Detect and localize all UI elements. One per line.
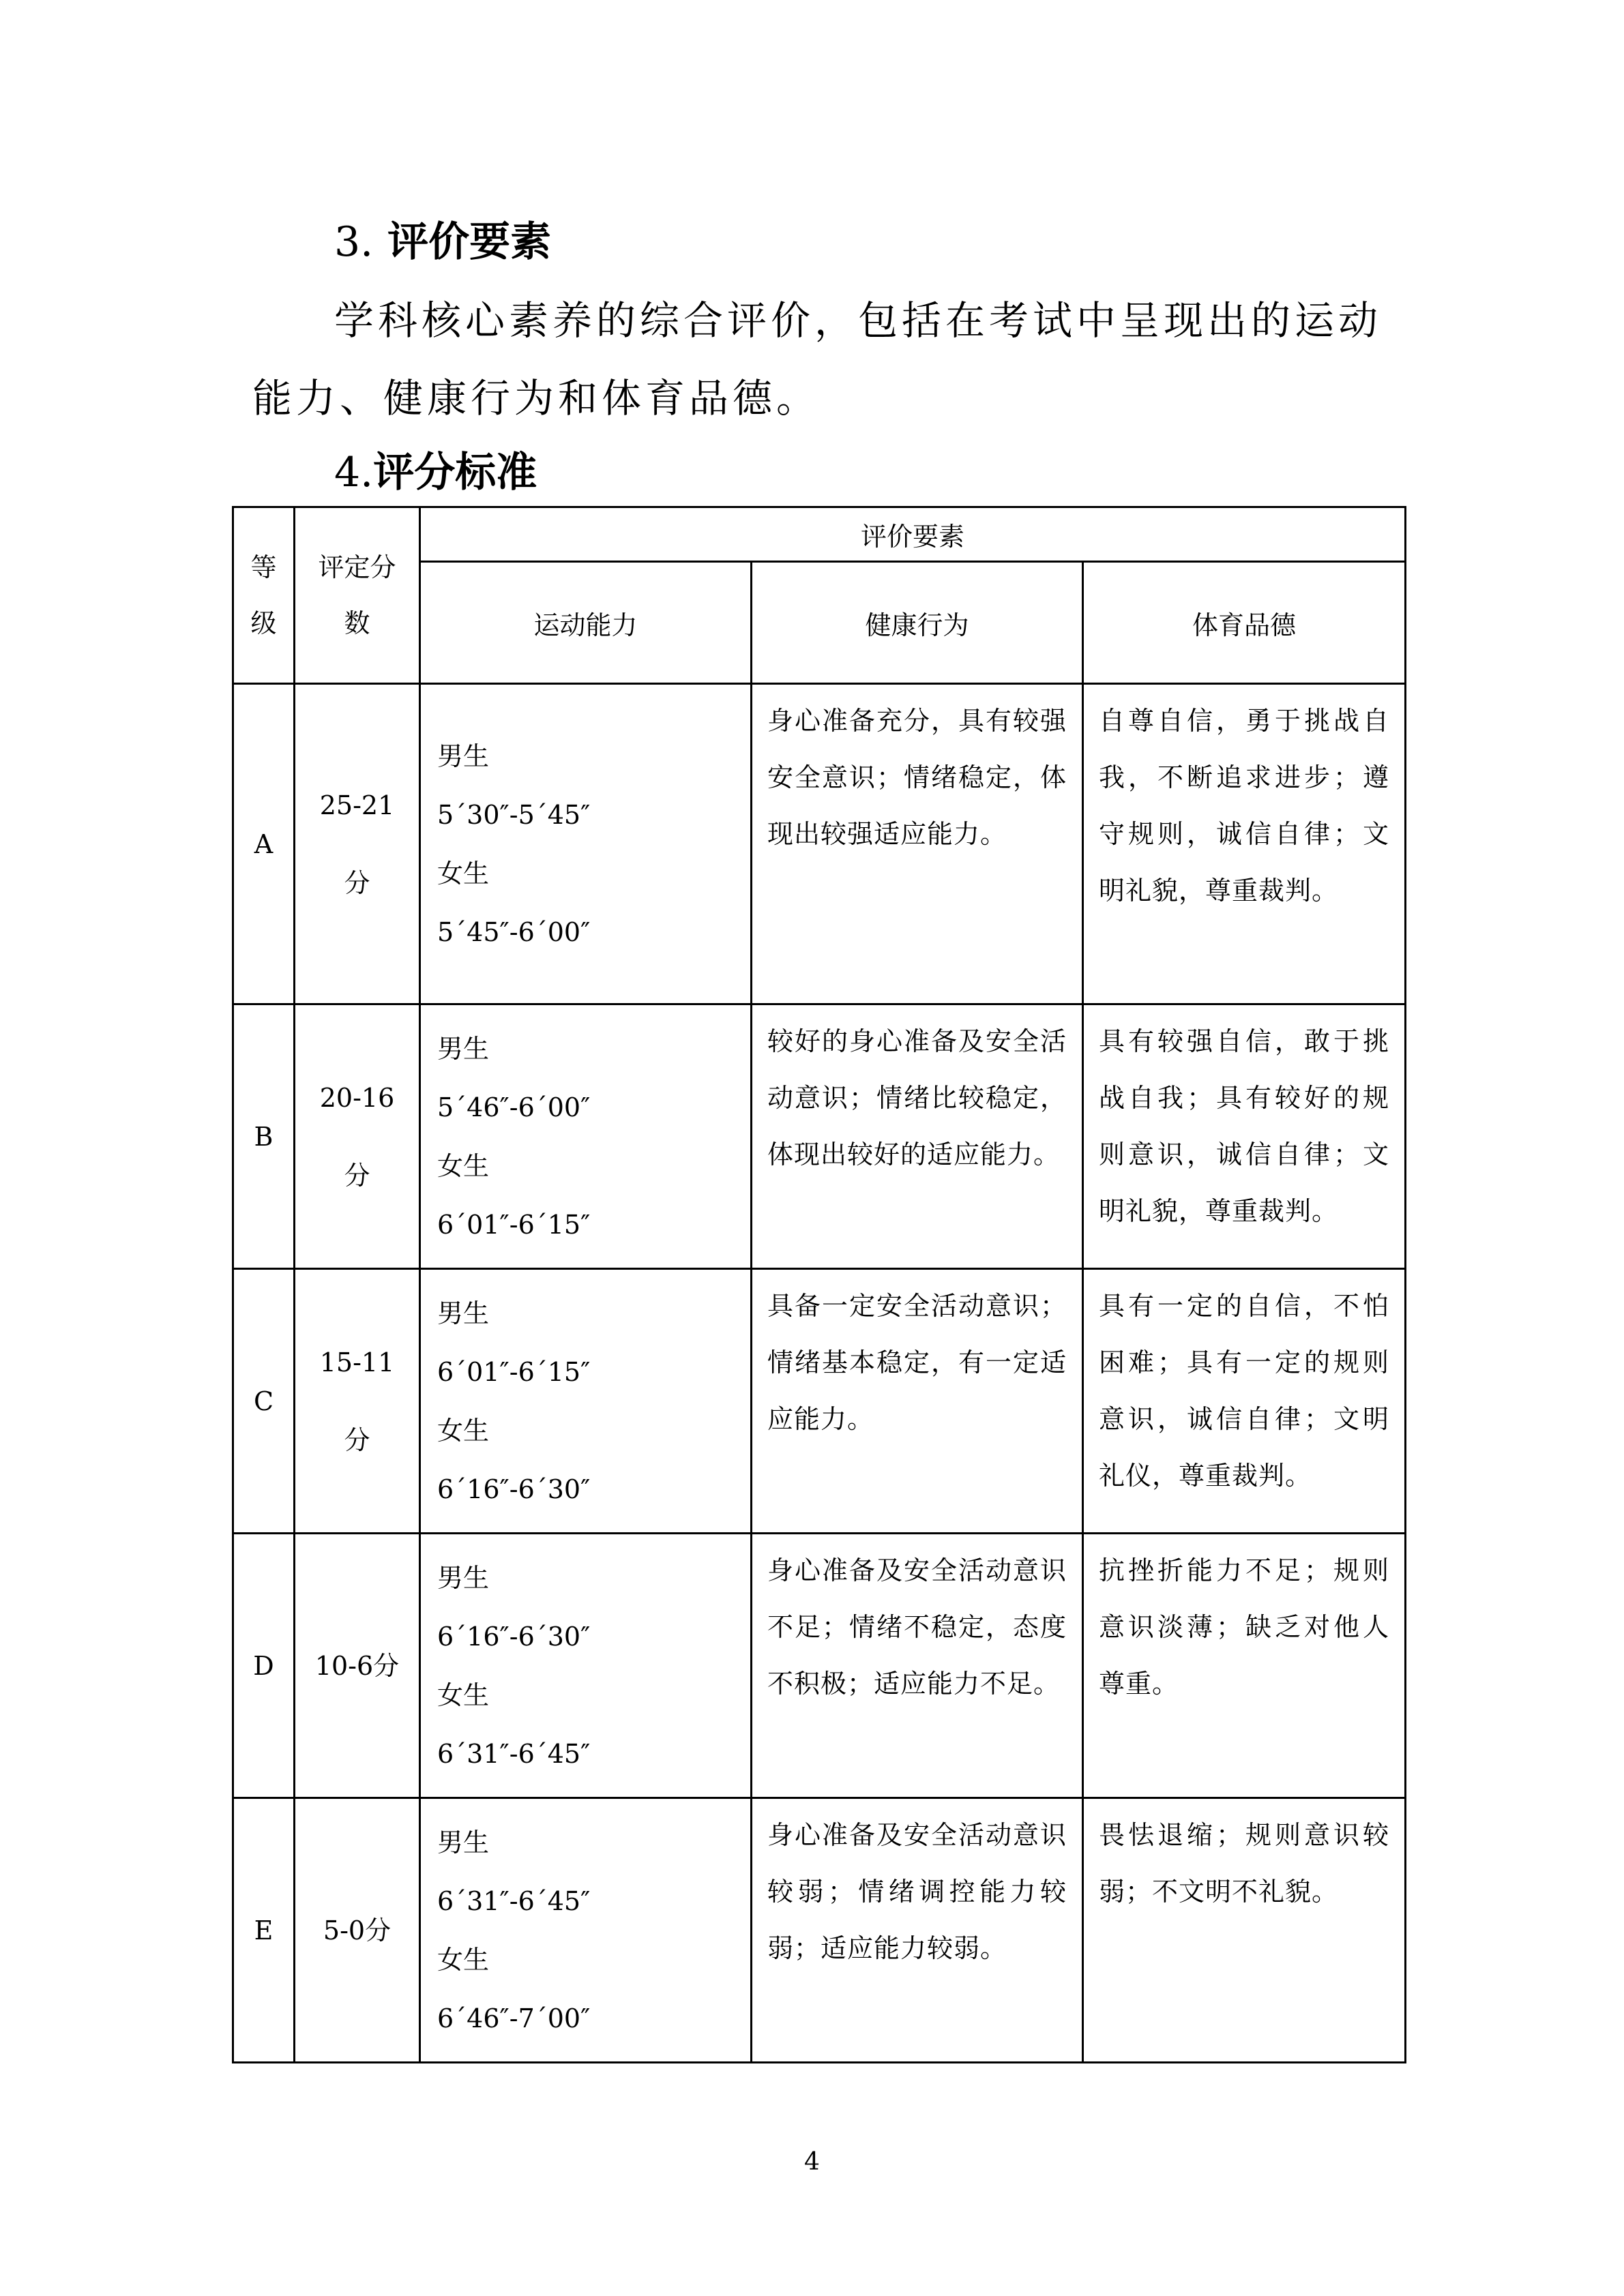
scoring-standards-table: [232, 506, 1406, 2063]
score-text: 20-16分: [319, 1082, 395, 1191]
header-motor-ability: 运动能力: [420, 562, 752, 684]
score-text: 15-11分: [319, 1347, 395, 1455]
female-time: 6´16″-6´30″: [437, 1474, 591, 1504]
score-text: 25-21分: [319, 790, 395, 898]
female-label: 女生: [437, 858, 490, 889]
section-heading-4: [334, 449, 537, 496]
section-heading-3: [334, 218, 551, 266]
table-row: [233, 684, 1406, 1004]
grade-cell: E: [233, 1798, 295, 2063]
health-cell: 身心准备充分，具有较强安全意识；情绪稳定，体现出较强适应能力。: [752, 684, 1083, 1004]
female-time: 6´31″-6´45″: [437, 1738, 591, 1769]
female-label: 女生: [437, 1944, 490, 1975]
moral-cell: 具有一定的自信，不怕困难；具有一定的规则意识，诚信自律；文明礼仪，尊重裁判。: [1083, 1269, 1406, 1534]
table-row: [233, 1534, 1406, 1798]
grade-cell: B: [233, 1004, 295, 1269]
moral-cell: 自尊自信，勇于挑战自我，不断追求进步；遵守规则，诚信自律；文明礼貌，尊重裁判。: [1083, 684, 1406, 1004]
body-paragraph: 学科核心素养的综合评价，包括在考试中呈现出的运动能力、健康行为和体育品德。: [252, 297, 1383, 421]
section-title: 评分标准: [373, 449, 537, 496]
male-label: 男生: [437, 741, 490, 771]
ability-cell: [420, 1534, 752, 1798]
moral-cell: 畏怯退缩；规则意识较弱；不文明不礼貌。: [1083, 1798, 1406, 2063]
female-time: 6´01″-6´15″: [437, 1209, 591, 1240]
grade-cell: D: [233, 1534, 295, 1798]
grade-cell: C: [233, 1269, 295, 1534]
ability-cell: [420, 684, 752, 1004]
header-grade-text: 等级: [250, 552, 277, 638]
grade-cell: A: [233, 684, 295, 1004]
score-cell: 10-6分: [295, 1534, 420, 1798]
score-cell: 5-0分: [295, 1798, 420, 2063]
table-row: [233, 1269, 1406, 1534]
header-evaluation-elements: 评价要素: [420, 507, 1406, 562]
female-label: 女生: [437, 1150, 490, 1181]
health-cell: 具备一定安全活动意识；情绪基本稳定，有一定适应能力。: [752, 1269, 1083, 1534]
health-cell: 较好的身心准备及安全活动意识；情绪比较稳定，体现出较好的适应能力。: [752, 1004, 1083, 1269]
male-time: 6´01″-6´15″: [437, 1356, 591, 1387]
male-time: 5´30″-5´45″: [437, 799, 591, 830]
score-cell: [295, 684, 420, 1004]
section-title: 评价要素: [387, 218, 552, 266]
male-label: 男生: [437, 1033, 490, 1064]
header-health-behavior: 健康行为: [752, 562, 1083, 684]
page-number: 4: [804, 2148, 820, 2176]
table-row: [233, 1798, 1406, 2063]
male-label: 男生: [437, 1827, 490, 1858]
section-number: 4.: [334, 449, 374, 496]
ability-cell: [420, 1798, 752, 2063]
health-cell: 身心准备及安全活动意识不足；情绪不稳定，态度不积极；适应能力不足。: [752, 1534, 1083, 1798]
female-label: 女生: [437, 1680, 490, 1710]
male-label: 男生: [437, 1562, 490, 1593]
header-grade: [233, 507, 295, 684]
score-cell: [295, 1269, 420, 1534]
section-number: 3.: [334, 218, 374, 266]
health-cell: 身心准备及安全活动意识较弱；情绪调控能力较弱；适应能力较弱。: [752, 1798, 1083, 2063]
ability-cell: [420, 1004, 752, 1269]
female-time: 6´46″-7´00″: [437, 2003, 591, 2033]
moral-cell: 具有较强自信，敢于挑战自我；具有较好的规则意识，诚信自律；文明礼貌，尊重裁判。: [1083, 1004, 1406, 1269]
ability-cell: [420, 1269, 752, 1534]
header-score-text: 评定分数: [318, 552, 396, 638]
male-time: 5´46″-6´00″: [437, 1092, 591, 1122]
header-score: [295, 507, 420, 684]
male-label: 男生: [437, 1298, 490, 1328]
moral-cell: 抗挫折能力不足；规则意识淡薄；缺乏对他人尊重。: [1083, 1534, 1406, 1798]
male-time: 6´16″-6´30″: [437, 1621, 591, 1652]
score-cell: [295, 1004, 420, 1269]
male-time: 6´31″-6´45″: [437, 1885, 591, 1916]
table-row: [233, 1004, 1406, 1269]
female-time: 5´45″-6´00″: [437, 916, 591, 947]
header-sports-morality: 体育品德: [1083, 562, 1406, 684]
female-label: 女生: [437, 1415, 490, 1446]
